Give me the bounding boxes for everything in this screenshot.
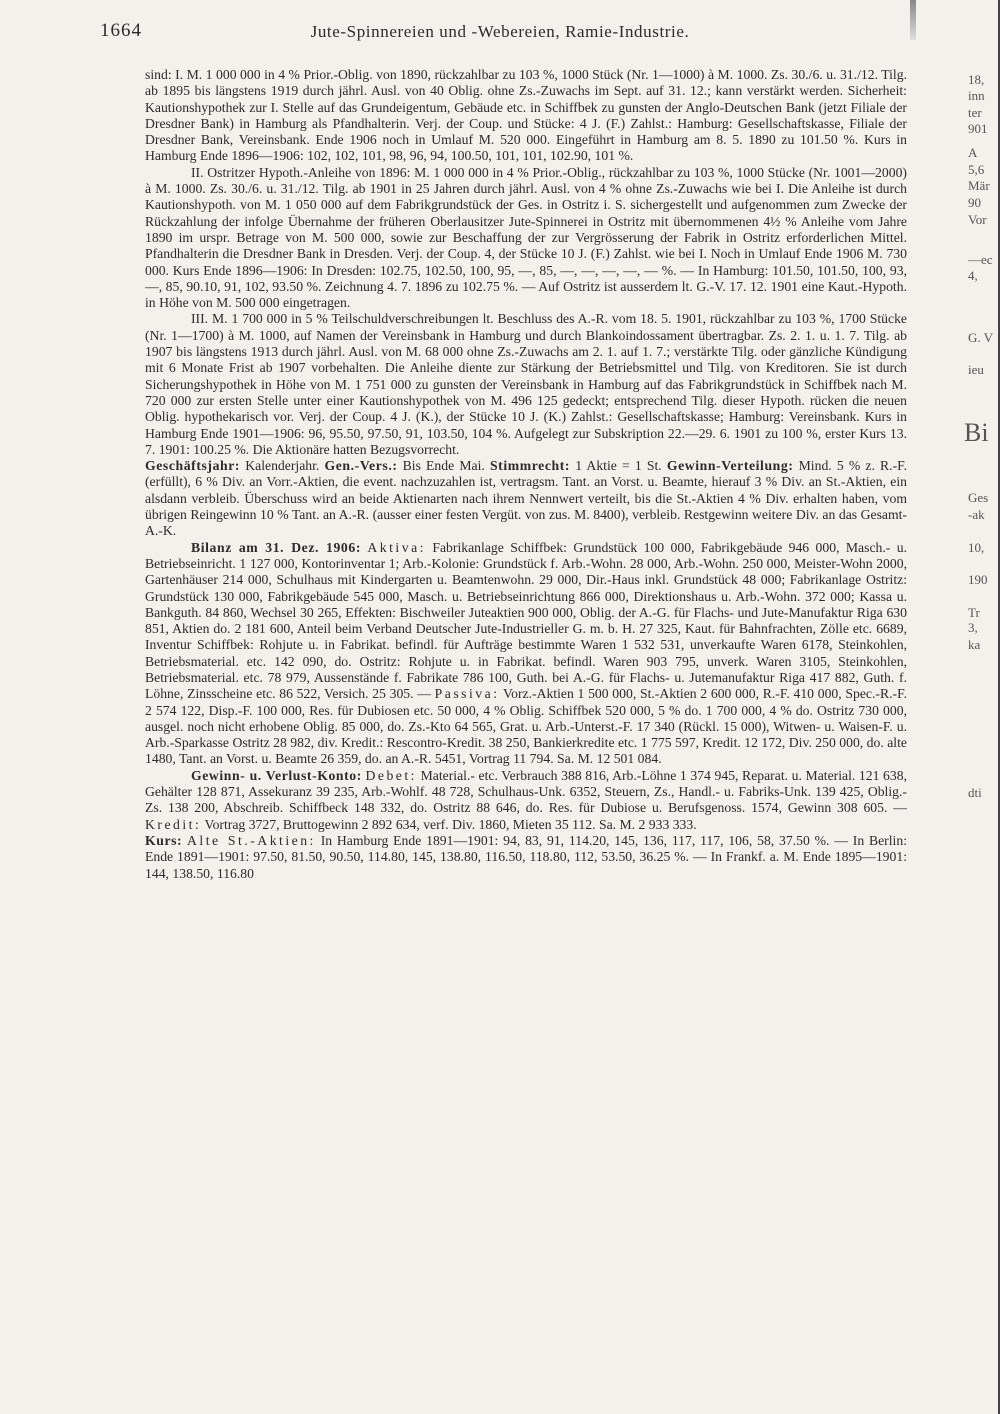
text-kredit: Vortrag 3727, Bruttogewinn 2 892 634, verf. Div. 1860, Mieten 35 112. Sa. M. 2 933 333. — [204, 816, 697, 832]
text-stimmrecht: 1 Aktie = 1 St. — [575, 458, 662, 474]
heading-stimmrecht: Stimmrecht: — [489, 458, 571, 474]
heading-bilanz: Bilanz am 31. Dez. 1906: — [191, 539, 361, 555]
margin-fragment: 18, — [968, 72, 985, 87]
text-aktiva: Fabrikanlage Schiffbek: Grundstück 100 000, Fabrikgebäude 946 000, Masch.- u. Betriebseinricht. 1 127 000, Kontorinventar 1; Arb.-Kolonie: Grundstück f. Arb.-Wohn. 28 000, Arb.-Wohn. 250 000, Meister-Wohn 2000, Gartenhäuser 214 000, Schulhaus mit Kindergarten u. Beamtenwohn. 29 000, Dir.-Haus inkl. Grundstück 48 000; Fabrikanlage Ostritz: Grundstück 130 000, Fabrikgebäude 545 000, Masch. u. Betriebseinrichtung 866 000, Direktionshaus u. Arb.-Wohn. 372 000; Kassa u. Bankguth. 84 860, Wechsel 30 265, Effekten: Bischweiler Juteaktien 900 000, Oblig. der A.-G. für Flachs- und Jute-Manufaktur Riga 630 851, Aktien do. 2 181 600, Anteil beim Verband Deutscher Jute-Industrieller G. m. b. H. 27 325, Kaut. für Bahnfrachten, Zölle etc. 6689, Inventur Schiffbek: Rohjute u. in Fabrikat. befindl. für Aufträge bestimmte Waren 1 532 531, unverkaufte Waren 6178, Steinkohlen, Betriebsmaterial. etc. 142 090, do. Ostritz: Rohjute u. in Fabrikat. befindl. Waren 903 795, unverk. Waren 3105, Steinkohlen, Betriebsmaterial. etc. 78 979, Aussenstände f. Fabrikate 786 100, Guth. bei A.-G. für Flachs- u. Jutemanufaktur Riga 417 882, Guth. f. Löhne, Zinsscheine etc. 86 522, Versich. 25 305. — — [145, 539, 907, 702]
margin-fragment: dti — [968, 785, 982, 800]
paragraph-kurs — [145, 833, 907, 882]
text-passiva: Vorz.-Aktien 1 500 000, St.-Aktien 2 600 000, R.-F. 410 000, Spec.-R.-F. 2 574 122, Disp.-F. 100 000, Res. für Dubiosen etc. 50 000, 4 % Oblig. Schiffbek 520 000, 5 % do. 1 700 000, 4 % do. Ostritz 730 000, ausgel. noch nicht erhobene Oblig. 85 000, do. Zs.-Kto 64 565, Grat. u. Arb.-Unterst.-F. 17 340 (Rückl. 15 000), Witwen- u. Waisen-F. u. Arb.-Sparkasse Ostritz 28 982, div. Kredit.: Rescontro-Kredit. 38 250, Bankierkredite etc. 1 775 597, Kredit. 12 172, Div. 250 000, do. alte 1480, Tant. an Vorst. u. Beamte 26 359, do. an A.-R. 5451, Vortrag 11 794. Sa. M. 12 501 084. — [145, 686, 907, 767]
main-text-column — [145, 67, 907, 882]
margin-fragment: 3, — [968, 620, 978, 635]
text-gen-vers: Bis Ende Mai. — [402, 458, 485, 474]
margin-fragment: —ec — [968, 252, 993, 267]
margin-fragment: Ges — [968, 490, 989, 505]
margin-fragment: 901 — [968, 121, 988, 136]
text-debet: Material.- etc. Verbrauch 388 816, Arb.-Löhne 1 374 945, Reparat. u. Material. 121 638, Gehälter 128 871, Assekuranz 39 235, Arb.-Wohlf. 48 728, Schulhaus-Unk. 6352, Steuern, Zs., Handl.- u. Fabriks-Unk. 139 425, Oblig.-Zs. 138 200, Abschreib. Schiffbeck 148 332, do. Ostritz 88 646, do. Res. für Dubiose u. Berufsgenoss. 1574, Gewinn 308 605. — — [145, 767, 907, 816]
heading-geschaeftsjahr: Geschäftsjahr: — [145, 458, 241, 474]
margin-fragment: Bi — [964, 418, 989, 447]
heading-kurs: Kurs: — [145, 832, 183, 848]
label-debet: Debet: — [365, 767, 417, 783]
margin-fragment: A — [968, 145, 978, 160]
margin-fragment: ieu — [968, 362, 984, 377]
page-corner-mark — [910, 0, 916, 40]
text-gewinn-verteilung: Mind. 5 % z. R.-F. (erfüllt), 6 % Div. an Vorr.-Aktien, die event. nachzuzahlen ist, vertragsm. Tant. an Vorst. u. Beamte, hierauf 3 % Div. an St.-Aktien, ein alsdann verbleib. Überschuss wird an beide Aktienarten nach ihrem Nennwert verteilt, bis die St.-Aktien 4 % Div. erhalten haben, vom übrigen Reingewinn 10 % Tant. an A.-R. (ausser einer festen Vergüt. von zus. M. 8400), verbleib. Restgewinn weitere Div. an das Gesamt-A.-K. — [145, 458, 907, 539]
label-kredit: Kredit: — [145, 816, 202, 832]
margin-fragment: G. V — [968, 330, 994, 345]
margin-fragment: ka — [968, 637, 981, 652]
margin-fragment: -ak — [968, 507, 985, 522]
margin-fragment: Mär — [968, 178, 990, 193]
margin-fragment: inn — [968, 88, 985, 103]
text-geschaeftsjahr: Kalenderjahr. — [245, 458, 320, 474]
paragraph-loan-3: III. M. 1 700 000 in 5 % Teilschuldverschreibungen lt. Beschluss des A.-R. vom 18. 5. 1901, rückzahlbar zu 103 %, 1700 Stücke (Nr. 1—1700) à M. 1000, auf Namen der Vereinsbank in Hamburg und durch Blankoindossament übertragbar. Zs. 2. 1. u. 1. 7. Tilg. ab 1907 bis längstens 1913 durch jährl. Ausl. von M. 68 000 ohne Zs.-Zuwachs am 2. 1. auf 1. 7.; verstärkte Tilg. oder gänzliche Kündigung mit 6 Monate Frist ab 1907 vorbehalten. Die Anleihe diente zur Stärkung der Betriebsmittel und Tilg. von Kreditoren. Sie ist durch Sicherungshypothek in Höhe von M. 1 751 000 zu gunsten der Vereinsbank in Hamburg auf das Fabrikgrundstück in Schiffbek nach M. 720 000 zur ersten Stelle unter einer Kautionshypothek von M. 496 125 gedeckt; entsprechend Tilg. dieser Hypoth. rücken die neuen Oblig. hypothekarisch vor. Verj. der Coup. 4 J. (K.), der Stücke 10 J. (K.) Zahlst.: Gesellschaftskasse; Hamburg: Vereinsbank. Kurs in Hamburg Ende 1901—1906: 96, 95.50, 97.50, 91, 103.50, 104 %. Aufgelegt zur Subskription 22.—29. 6. 1901 zu 100 %, erster Kurs 13. 7. 1901: 100.25 %. Die Aktionäre hatten Bezugsvorrecht. — [145, 311, 907, 457]
margin-fragment: Tr — [968, 605, 980, 620]
margin-fragment: ter — [968, 105, 982, 120]
heading-guv: Gewinn- u. Verlust-Konto: — [191, 767, 362, 783]
margin-fragment: 5,6 — [968, 162, 985, 177]
right-margin-bleed — [920, 60, 1000, 1360]
margin-fragment: 4, — [968, 268, 978, 283]
label-passiva: Passiva: — [434, 686, 500, 702]
running-title: Jute-Spinnereien und -Webereien, Ramie-Industrie. — [310, 22, 690, 41]
margin-fragment: 90 — [968, 195, 981, 210]
margin-fragment: Vor — [968, 212, 987, 227]
page-number: 1664 — [100, 20, 142, 41]
paragraph-loan-1: sind: I. M. 1 000 000 in 4 % Prior.-Oblig. von 1890, rückzahlbar zu 103 %, 1000 Stück (Nr. 1—1000) à M. 1000. Zs. 30./6. u. 31./12. Tilg. ab 1895 bis längstens 1919 durch jährl. Ausl. von 40 Oblig. ohne Zs.-Zuwachs im Sept. auf 31. 12.; kann verstärkt werden. Sicherheit: Kautionshypothek zur I. Stelle auf das Grundeigentum, Gebäude etc. in Schiffbek zu gunsten der Anglo-Deutschen Bank (jetzt Filiale der Dresdner Bank) in Hamburg als Pfandhalterin. Verj. der Coup. und Stücke: 4 J. (F.) Zahlst.: Hamburg: Gesellschaftskasse, Filiale der Dresdner Bank, Vereinsbank. Ende 1906 noch in Umlauf M. 520 000. Eingeführt in Hamburg am 8. 5. 1890 zu 101.50 %. Kurs in Hamburg Ende 1896—1906: 102, 102, 101, 98, 96, 94, 100.50, 101, 101, 102.90, 101 %. — [145, 67, 907, 164]
label-kurs-alte-st-aktien: Alte St.-Aktien: — [187, 832, 316, 848]
text-kurs: In Hamburg Ende 1891—1901: 94, 83, 91, 114.20, 145, 136, 117, 117, 106, 58, 37.50 %. — In Berlin: Ende 1891—1901: 97.50, 81.50, 90.50, 114.80, 145, 138.80, 116.50, 118.80, 112, 53.50, 36.25 %. — In Frankf. a. M. Ende 1895—1901: 144, 138.50, 116.80 — [145, 832, 907, 881]
paragraph-general-info — [145, 458, 907, 539]
margin-fragment: 10, — [968, 540, 985, 555]
paragraph-guv — [145, 768, 907, 833]
heading-gen-vers: Gen.-Vers.: — [324, 458, 398, 474]
paragraph-loan-2: II. Ostritzer Hypoth.-Anleihe von 1896: M. 1 000 000 in 4 % Prior.-Oblig., rückzahlbar zu 103 %, 1000 Stücke (Nr. 1001—2000) à M. 1000. Zs. 30./6. u. 31./12. Tilg. ab 1901 in 25 Jahren durch jährl. Ausl. von 4 % ohne Zs.-Zuwachs wie bei I. Die Anleihe ist durch Kautionshypoth. von M. 1 050 000 auf dem Fabrikgrundstück der Ges. in Ostritz i. S. sichergestellt und aufgenommen zum Zwecke der Rückzahlung der infolge Übernahme der früheren Oberlausitzer Jute-Spinnerei in Ostritz mit übernommenen 4½ % Anleihe vom Jahre 1890 im urspr. Betrage von M. 500 000, sowie zur Beschaffung der zur Vergrösserung der Fabrik in Ostritz erforderlichen Mittel. Pfandhalterin die Dresdner Bank in Dresden. Verj. der Coup. 4, der Stücke 10 J. (F.) Zahlst. wie bei I. Noch in Umlauf Ende 1906 M. 730 000. Kurs Ende 1896—1906: In Dresden: 102.75, 102.50, 100, 95, —, 85, —, —, —, —, — %. — In Hamburg: 101.50, 101.50, 100, 93, —, 85, 90.10, 91, 102, 93.50 %. Zeichnung 4. 7. 1896 zu 102.75 %. — Auf Ostritz ist ausserdem lt. G.-V. 17. 12. 1901 eine Kaut.-Hypoth. in Höhe von M. 500 000 eingetragen. — [145, 164, 907, 311]
margin-fragment: 190 — [968, 572, 988, 587]
label-aktiva: Aktiva: — [367, 539, 426, 555]
paragraph-bilanz — [145, 540, 907, 768]
heading-gewinn-verteilung: Gewinn-Verteilung: — [666, 458, 794, 474]
